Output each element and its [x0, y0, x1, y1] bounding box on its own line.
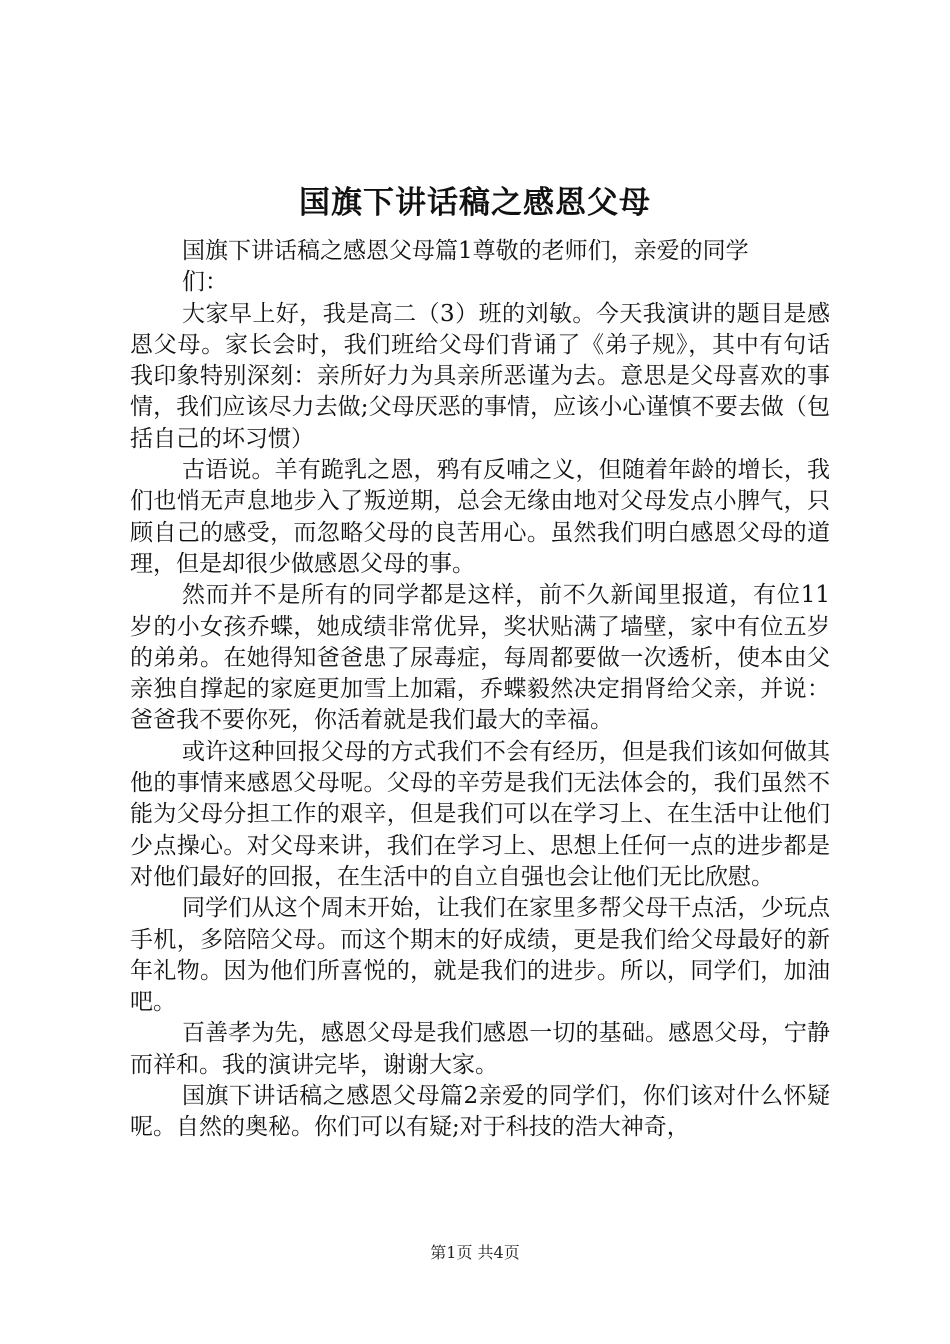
page-footer: 第1页 共4页	[430, 1243, 520, 1262]
paragraph-4: 或许这种回报父母的方式我们不会有经历，但是我们该如何做其他的事情来感恩父母呢。父母的辛劳是我们无法体会的，我们虽然不能为父母分担工作的艰辛，但是我们可以在学习上、在生活中让他们少点操心。对父母来讲，我们在学习上、思想上任何一点的进步都是对他们最好的回报，在生活中的自立自强也会让他们无比欣慰。	[130, 738, 830, 890]
document-title: 国旗下讲话稿之感恩父母	[299, 185, 651, 221]
paragraph-1: 大家早上好，我是高二（3）班的刘敏。今天我演讲的题目是感恩父母。家长会时，我们班给父母们背诵了《弟子规》，其中有句话我印象特别深刻：亲所好力为具亲所恶谨为去。意思是父母喜欢的事情，我们应该尽力去做;父母厌恶的事情，应该小心谨慎不要去做（包括自己的坏习惯）	[130, 300, 830, 452]
document-body	[130, 236, 830, 1144]
paragraph-2: 古语说。羊有跪乳之恩，鸦有反哺之义，但随着年龄的增长，我们也悄无声息地步入了叛逆期，总会无缘由地对父母发点小脾气，只顾自己的感受，而忽略父母的良苦用心。虽然我们明白感恩父母的道理，但是却很少做感恩父母的事。	[130, 457, 830, 577]
intro-paragraph: 国旗下讲话稿之感恩父母篇1尊敬的老师们，亲爱的同学们：	[182, 238, 749, 296]
paragraph-7: 国旗下讲话稿之感恩父母篇2亲爱的同学们，你们该对什么怀疑呢。自然的奥秘。你们可以有疑;对于科技的浩大神奇，	[130, 1083, 830, 1141]
paragraph-5: 同学们从这个周末开始，让我们在家里多帮父母干点活，少玩点手机，多陪陪父母。而这个期末的好成绩，更是我们给父母最好的新年礼物。因为他们所喜悦的，就是我们的进步。所以，同学们，加油吧。	[130, 895, 830, 1016]
paragraph-3: 然而并不是所有的同学都是这样，前不久新闻里报道，有位11岁的小女孩乔蝶，她成绩非常优异，奖状贴满了墙壁，家中有位五岁的弟弟。在她得知爸爸患了尿毒症，每周都要做一次透析，使本由父亲独自撑起的家庭更加雪上加霜，乔蝶毅然决定捐肾给父亲，并说：爸爸我不要你死，你活着就是我们最大的幸福。	[130, 582, 830, 734]
paragraph-6: 百善孝为先，感恩父母是我们感恩一切的基础。感恩父母，宁静而祥和。我的演讲完毕，谢谢大家。	[130, 1020, 830, 1078]
